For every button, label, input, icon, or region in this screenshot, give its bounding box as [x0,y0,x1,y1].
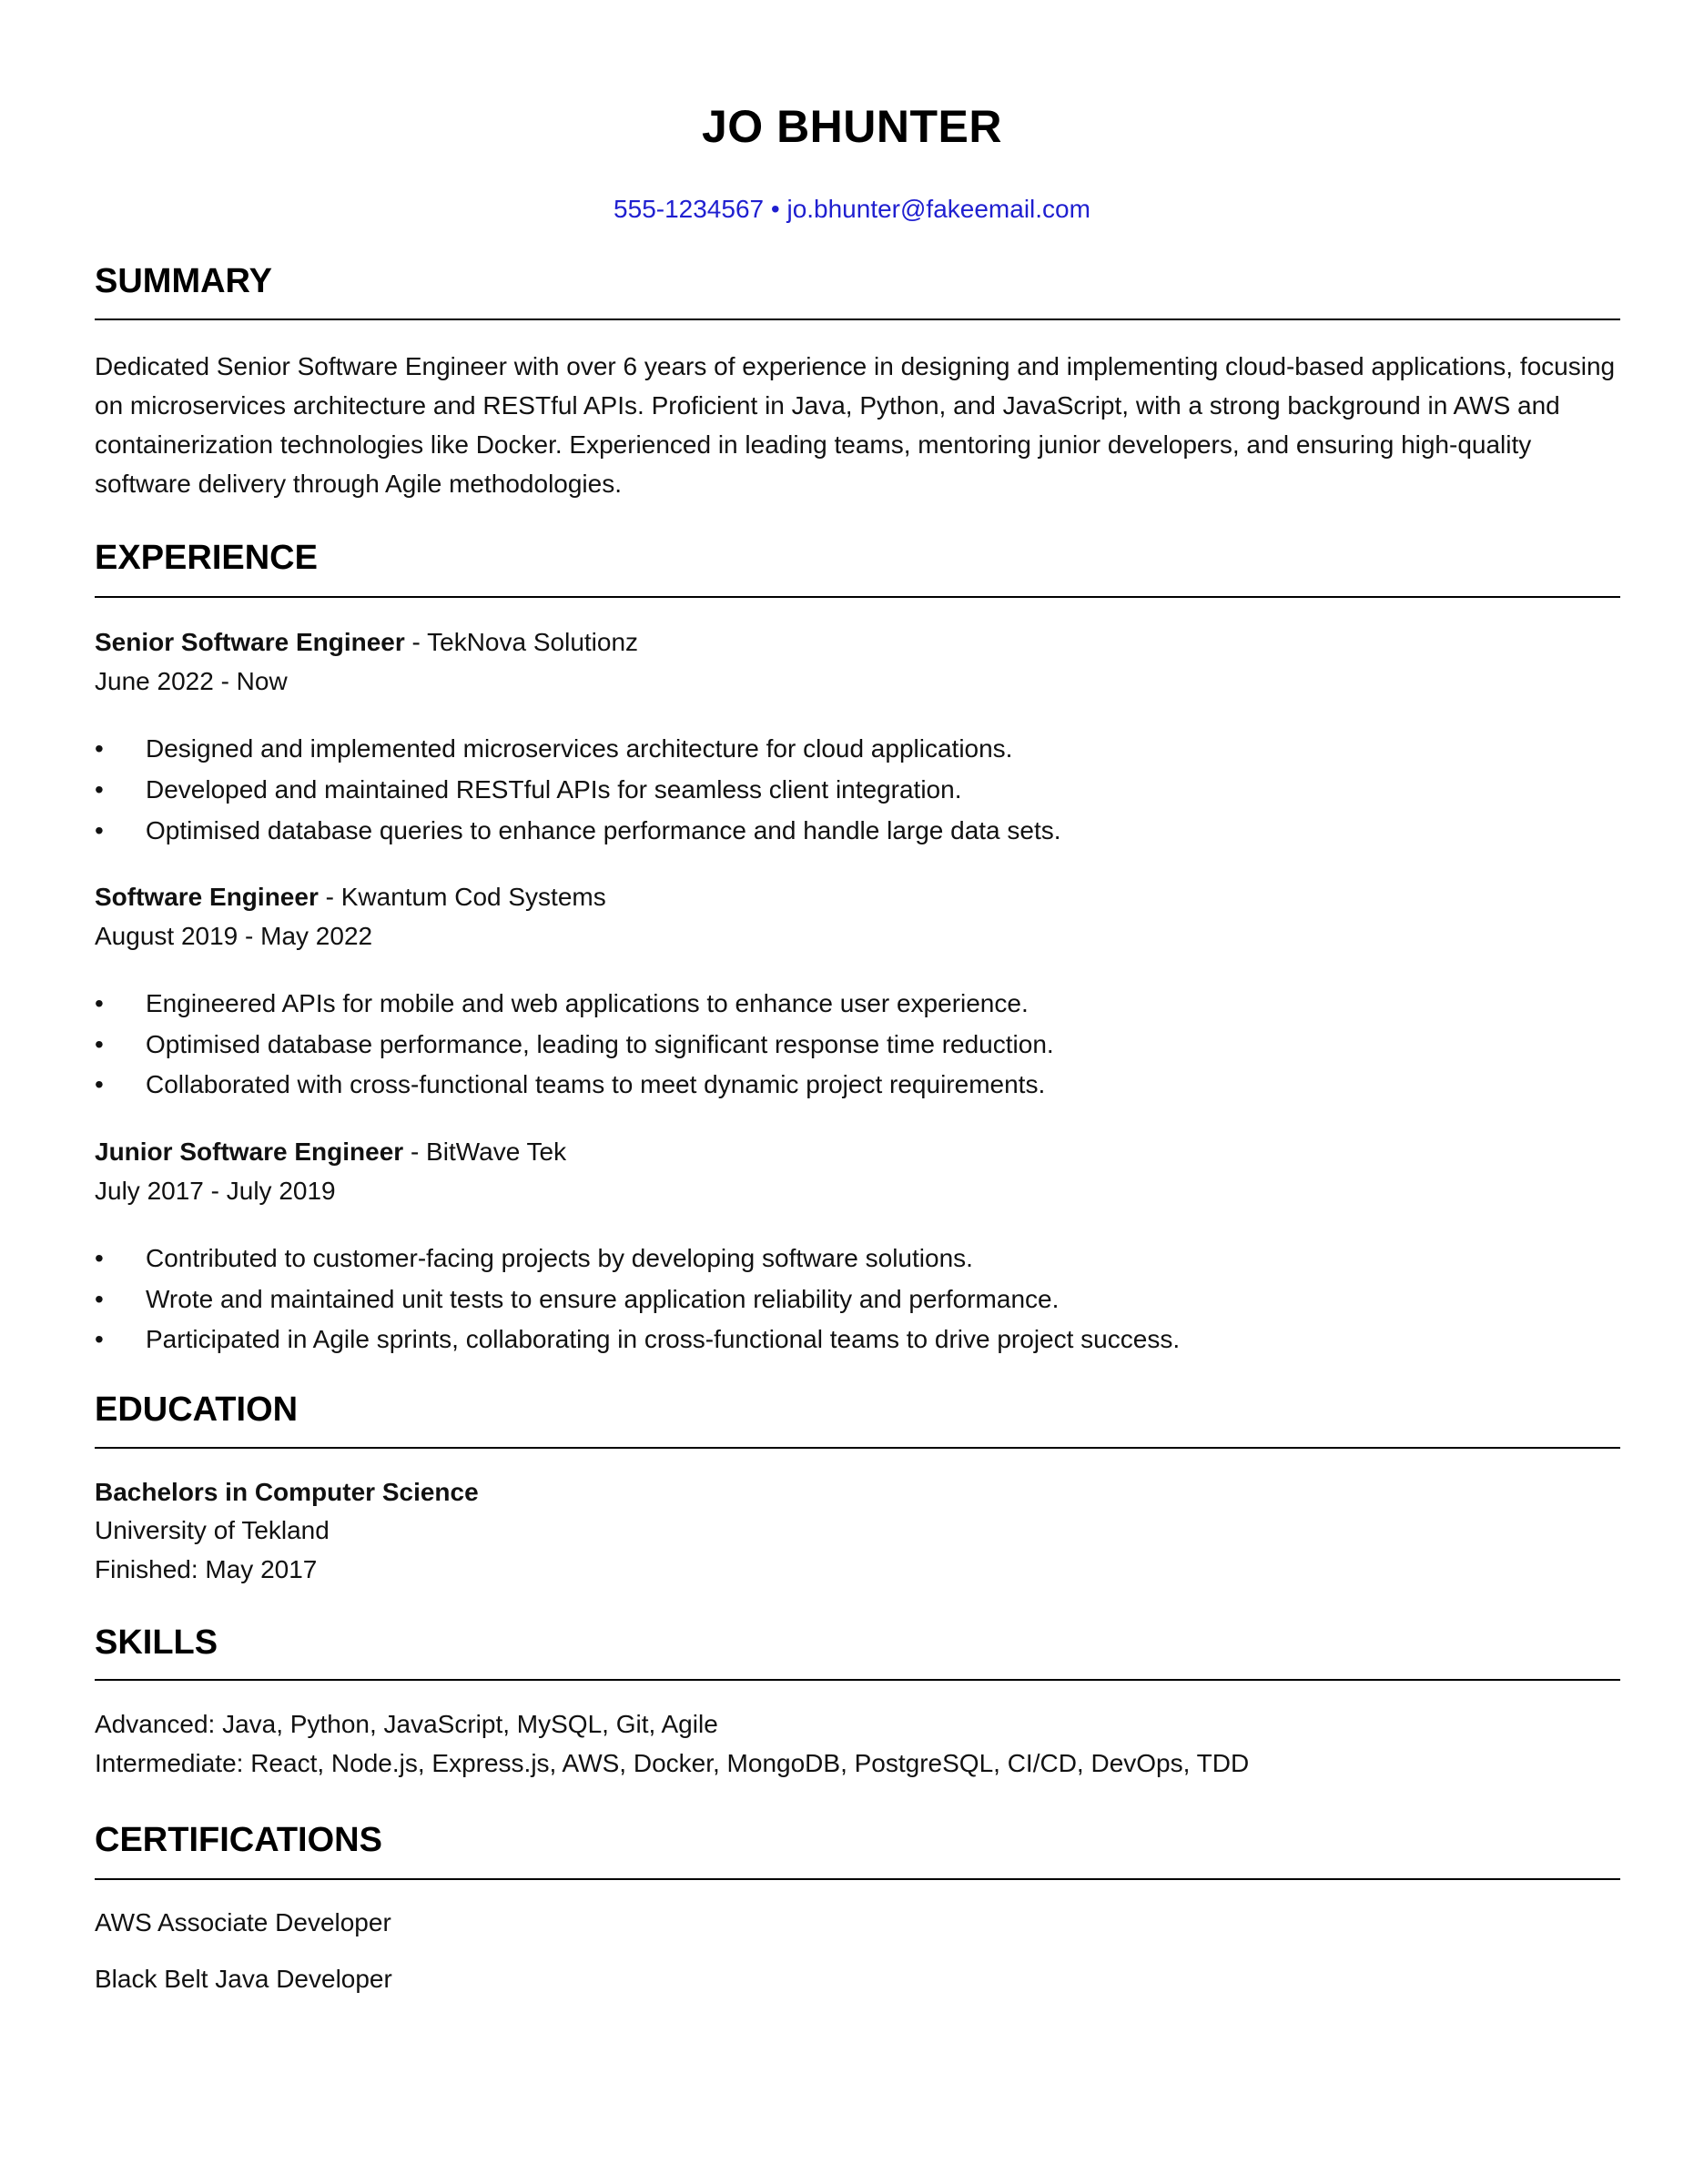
candidate-name: JO BHUNTER [701,101,1003,152]
job-company: - BitWave Tek [410,1138,567,1166]
section-divider [95,596,1620,598]
phone-link[interactable]: 555-1234567 [614,195,765,223]
list-item-text: Optimised database queries to enhance performance and handle large data sets. [146,816,1061,844]
bullet-icon: • [95,1285,104,1313]
contact-separator: • [770,195,780,223]
job-role: Software Engineer [95,883,319,911]
list-item-text: Engineered APIs for mobile and web applications to enhance user experience. [146,989,1029,1017]
email-link[interactable]: jo.bhunter@fakeemail.com [786,195,1090,223]
list-item-text: Contributed to customer-facing projects by developing software solutions. [146,1244,973,1272]
skills-intermediate: Intermediate: React, Node.js, Express.js, AWS, Docker, MongoDB, PostgreSQL, CI/CD, DevOps, TDD [95,1749,1250,1777]
summary-text: Dedicated Senior Software Engineer with over 6 years of experience in designing and implementing cloud-based applications, focusing on microservices architecture and RESTful APIs. Proficient in Java, Python, and JavaScript, with a strong background in AWS and containerization technologies like Docker. Experienced in leading teams, mentoring junior developers, and ensuring high-quality software delivery through Agile methodologies. [95,352,1616,498]
education-degree: Bachelors in Computer Science [95,1478,479,1506]
bullet-icon: • [95,816,104,844]
job-heading [95,883,606,912]
skills-advanced: Advanced: Java, Python, JavaScript, MySQL, Git, Agile [95,1710,718,1738]
section-divider [95,1878,1620,1880]
list-item-text: Developed and maintained RESTful APIs for seamless client integration. [146,775,962,804]
bullet-icon: • [95,1244,104,1272]
job-dates: July 2017 - July 2019 [95,1177,336,1205]
job-dates: June 2022 - Now [95,667,288,695]
list-item-text: Designed and implemented microservices architecture for cloud applications. [146,734,1013,763]
section-title-skills: SKILLS [95,1623,218,1662]
bullet-icon: • [95,734,104,763]
bullet-icon: • [95,1325,104,1353]
section-title-experience: EXPERIENCE [95,539,318,577]
job-role: Junior Software Engineer [95,1138,404,1166]
list-item-text: Participated in Agile sprints, collaborating in cross-functional teams to drive project success. [146,1325,1181,1353]
job-dates: August 2019 - May 2022 [95,922,373,950]
list-item-text: Wrote and maintained unit tests to ensure application reliability and performance. [146,1285,1060,1313]
section-title-summary: SUMMARY [95,262,272,300]
job-role: Senior Software Engineer [95,628,405,656]
job-company: - Kwantum Cod Systems [325,883,606,911]
contact-line [0,195,1704,224]
bullet-icon: • [95,1070,104,1098]
education-finished: Finished: May 2017 [95,1555,318,1583]
list-item-text: Collaborated with cross-functional teams to meet dynamic project requirements. [146,1070,1046,1098]
bullet-icon: • [95,1030,104,1058]
section-divider [95,1679,1620,1681]
list-item-text: Optimised database performance, leading to significant response time reduction. [146,1030,1054,1058]
bullet-icon: • [95,775,104,804]
section-divider [95,1447,1620,1449]
section-divider [95,318,1620,320]
job-heading [95,628,638,657]
section-title-education: EDUCATION [95,1390,299,1429]
certification-item: Black Belt Java Developer [95,1965,392,1993]
job-company: - TekNova Solutionz [411,628,639,656]
job-heading [95,1138,566,1167]
bullet-icon: • [95,989,104,1017]
education-school: University of Tekland [95,1516,330,1544]
certification-item: AWS Associate Developer [95,1908,391,1936]
section-title-certifications: CERTIFICATIONS [95,1821,382,1859]
